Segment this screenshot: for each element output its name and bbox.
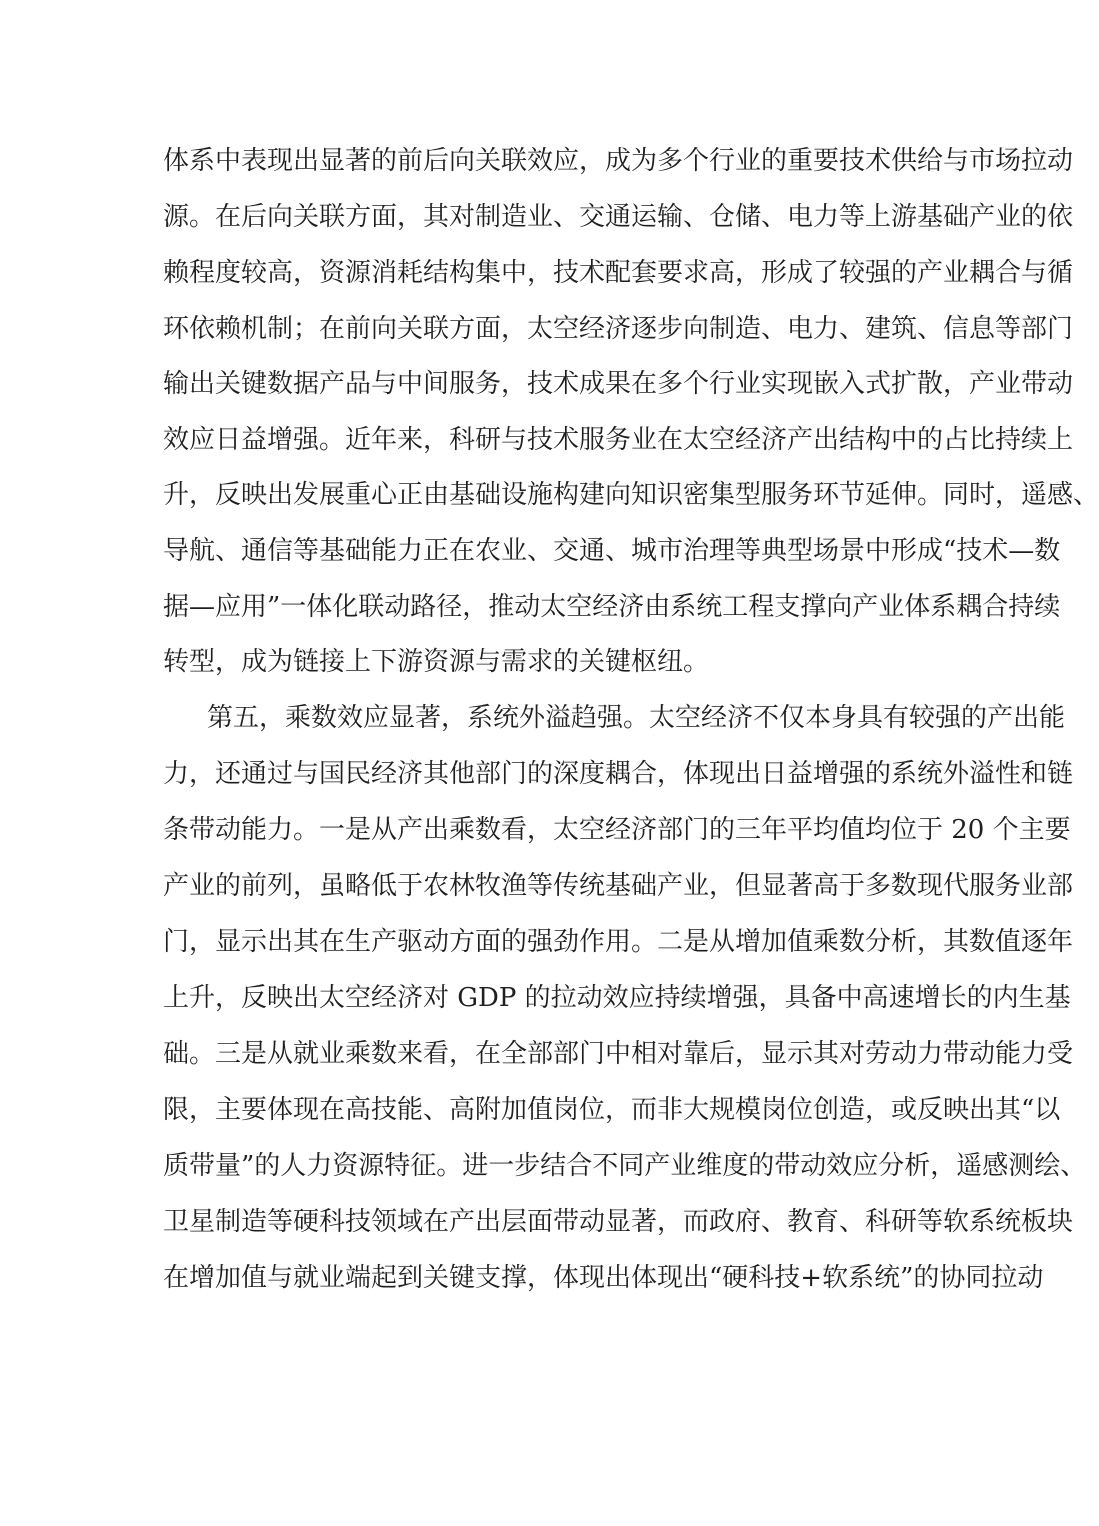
paragraph-2-line-3: 条带动能力。一是从产出乘数看，太空经济部门的三年平均值均位于 20 个主要 — [163, 815, 1071, 845]
paragraph-1-line-1: 体系中表现出显著的前后向关联效应，成为多个行业的重要技术供给与市场拉动 — [163, 146, 1074, 176]
paragraph-2-line-11: 在增加值与就业端起到关键支撑，体现出体现出“硬科技+软系统”的协同拉动 — [163, 1263, 1044, 1293]
paragraph-2-line-10: 卫星制造等硬科技领域在产出层面带动显著，而政府、教育、科研等软系统板块 — [163, 1207, 1074, 1237]
paragraph-2-line-9: 质带量”的人力资源特征。进一步结合不同产业维度的带动效应分析，遥感测绘、 — [163, 1151, 1087, 1181]
paragraph-2-line-7: 础。三是从就业乘数来看，在全部部门中相对靠后，显示其对劳动力带动能力受 — [163, 1039, 1074, 1069]
paragraph-2-line-2: 力，还通过与国民经济其他部门的深度耦合，体现出日益增强的系统外溢性和链 — [163, 759, 1074, 789]
paragraph-1-line-8: 导航、通信等基础能力正在农业、交通、城市治理等典型场景中形成“技术—数 — [163, 536, 1061, 566]
paragraph-2-line-4: 产业的前列，虽略低于农林牧渔等传统基础产业，但显著高于多数现代服务业部 — [163, 871, 1074, 901]
paragraph-1-line-4: 环依赖机制；在前向关联方面，太空经济逐步向制造、电力、建筑、信息等部门 — [163, 314, 1074, 344]
paragraph-1-line-10: 转型，成为链接上下游资源与需求的关键枢纽。 — [163, 647, 710, 677]
paragraph-2-line-1: 第五，乘数效应显著，系统外溢趋强。太空经济不仅本身具有较强的产出能 — [207, 703, 1066, 733]
paragraph-2-line-8: 限，主要体现在高技能、高附加值岗位，而非大规模岗位创造，或反映出其“以 — [163, 1095, 1061, 1125]
paragraph-1-line-6: 效应日益增强。近年来，科研与技术服务业在太空经济产出结构中的占比持续上 — [163, 425, 1074, 455]
paragraph-1-line-7: 升，反映出发展重心正由基础设施构建向知识密集型服务环节延伸。同时，遥感、 — [163, 480, 1099, 510]
paragraph-1-line-5: 输出关键数据产品与中间服务，技术成果在多个行业实现嵌入式扩散，产业带动 — [163, 369, 1074, 399]
paragraph-1-line-9: 据—应用”一体化联动路径，推动太空经济由系统工程支撑向产业体系耦合持续 — [163, 592, 1061, 622]
paragraph-2-line-6: 上升，反映出太空经济对 GDP 的拉动效应持续增强，具备中高速增长的内生基 — [163, 983, 1071, 1013]
paragraph-2-line-5: 门，显示出其在生产驱动方面的强劲作用。二是从增加值乘数分析，其数值逐年 — [163, 927, 1074, 957]
paragraph-1-line-3: 赖程度较高，资源消耗结构集中，技术配套要求高，形成了较强的产业耦合与循 — [163, 258, 1074, 288]
paragraph-1-line-2: 源。在后向关联方面，其对制造业、交通运输、仓储、电力等上游基础产业的依 — [163, 202, 1074, 232]
